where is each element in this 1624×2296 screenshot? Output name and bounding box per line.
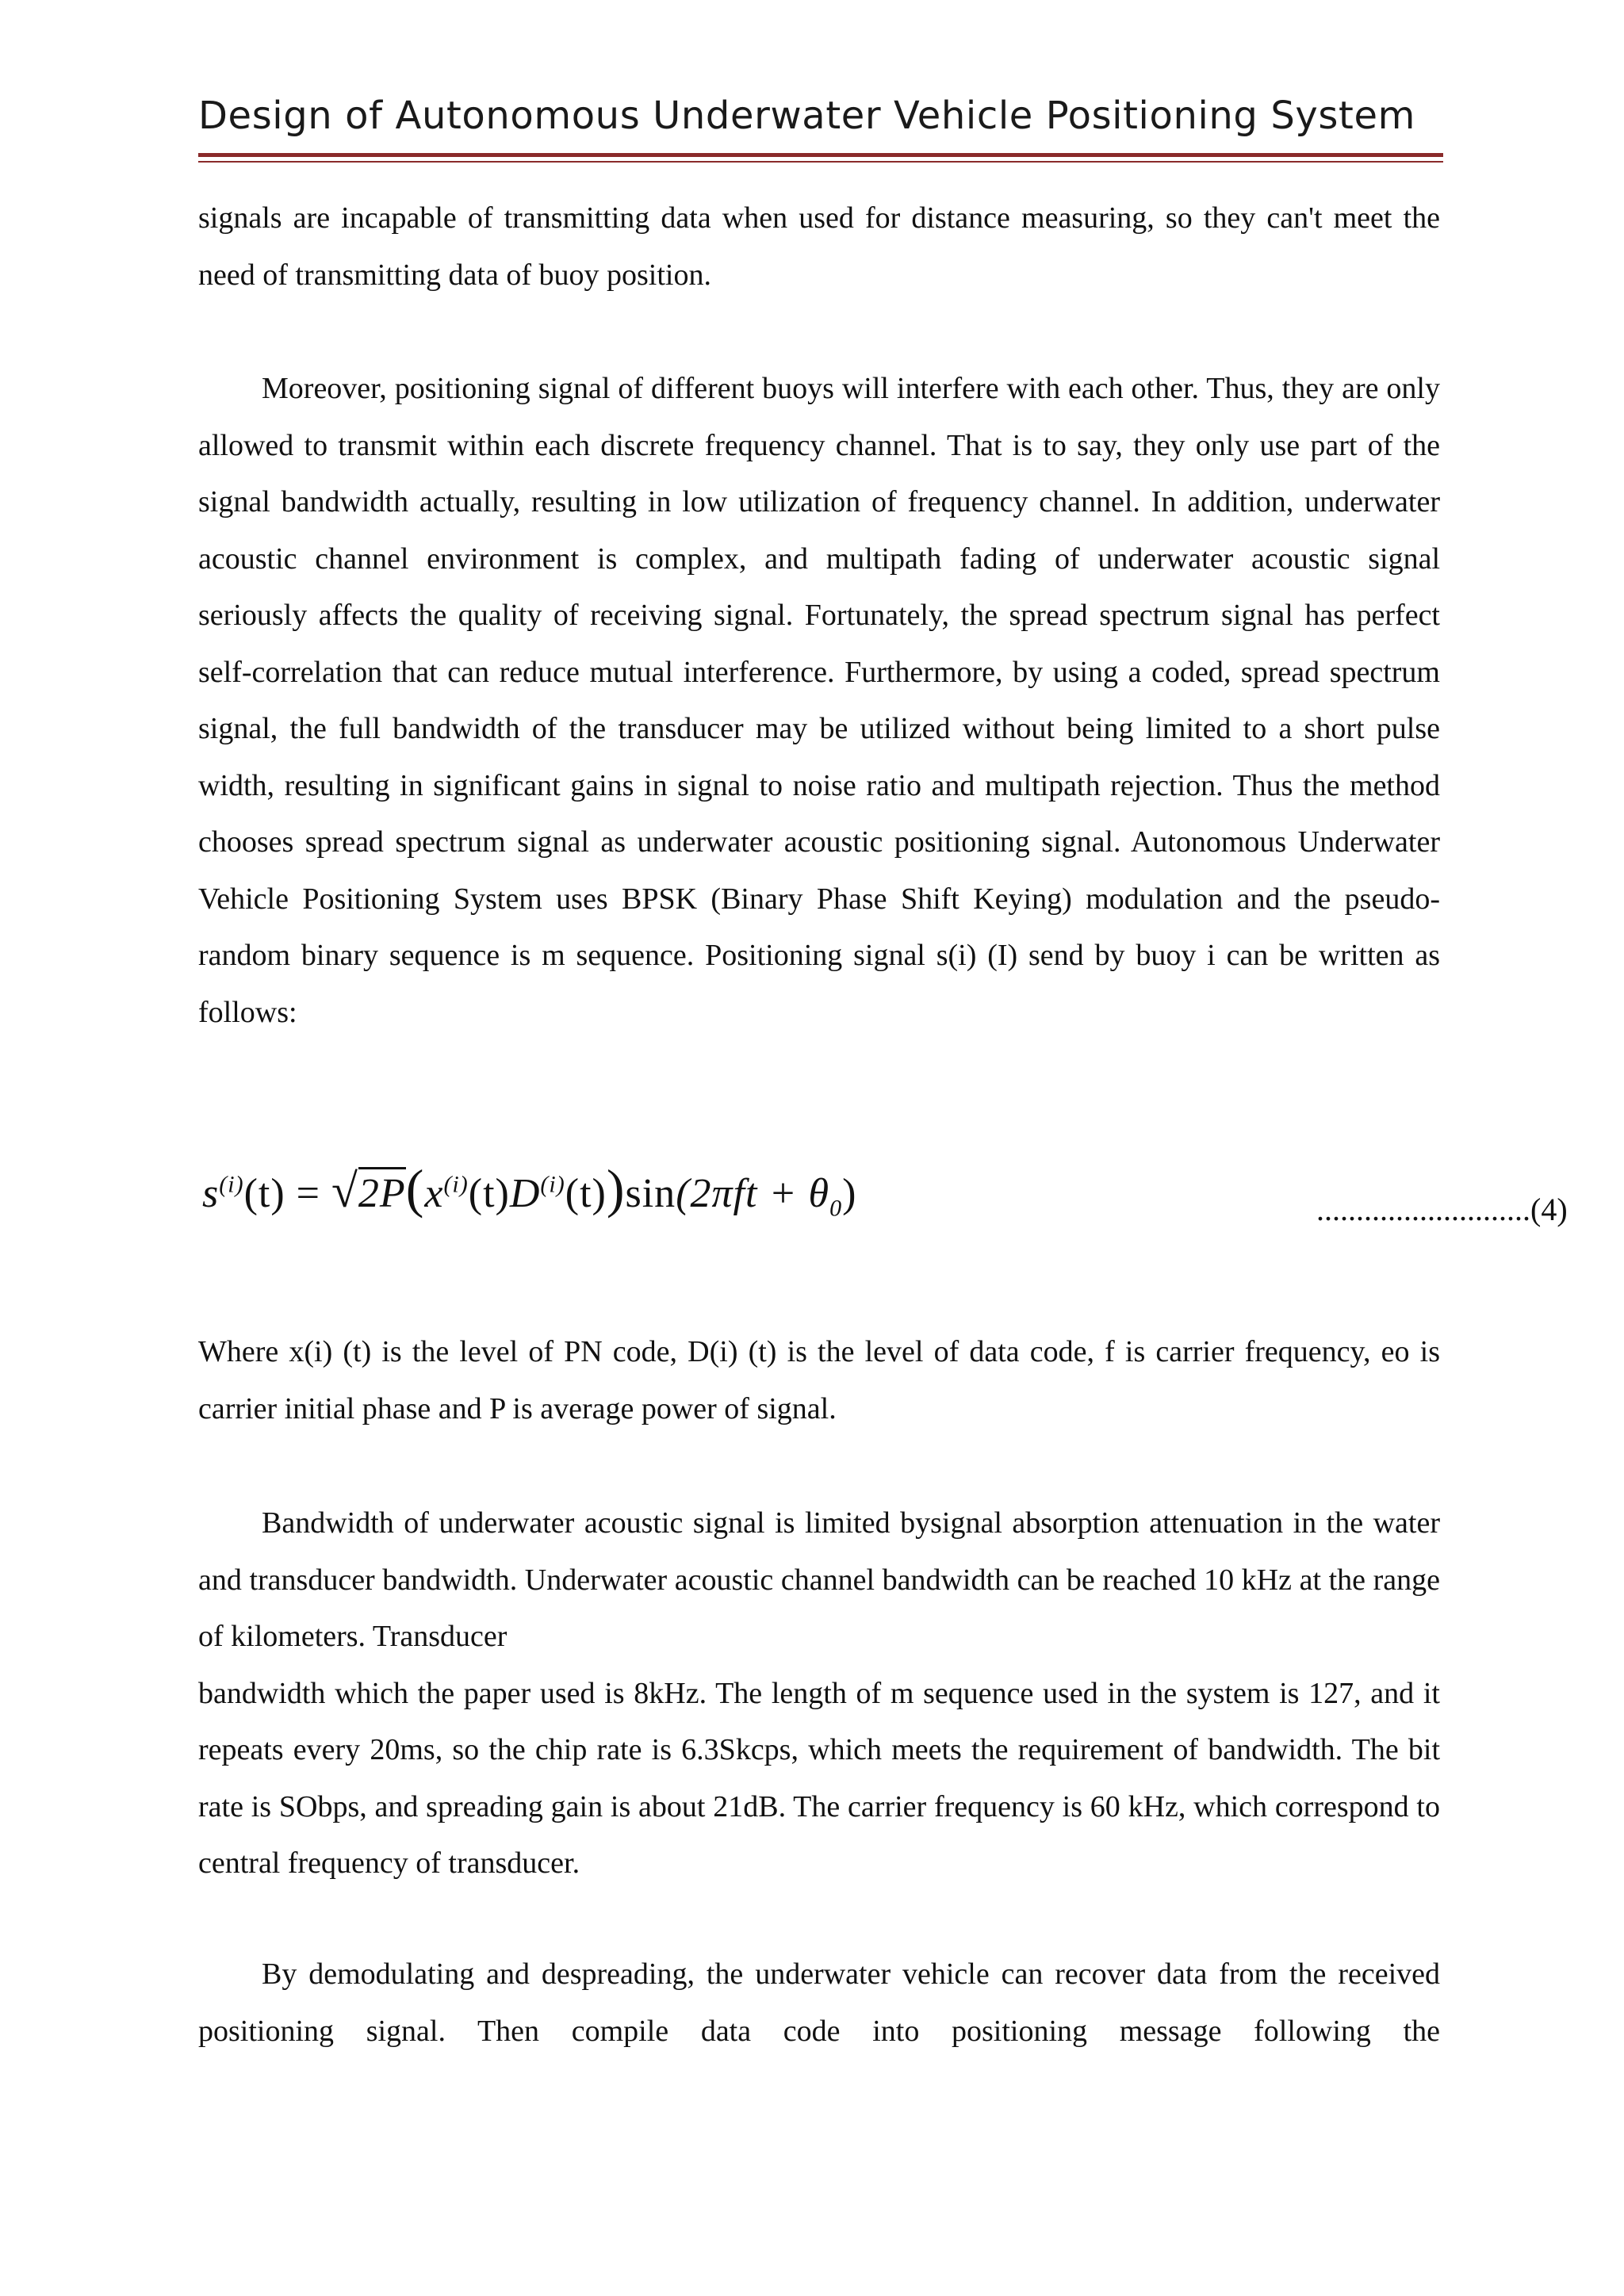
equation-4 xyxy=(202,1142,1568,1253)
eq-open-paren: ( xyxy=(405,1158,425,1219)
equation-formula xyxy=(202,1158,856,1222)
paragraph-2: Moreover, positioning signal of different buoys will interfere with each other. Thus, they are only allowed to transmit within each discrete frequency channel. That is to say, they only use part of the signal bandwidth actually, resulting in low utilization of frequency channel. In addition, underwater acoustic channel environment is complex, and multipath fading of underwater acoustic signal seriously affects the quality of receiving signal. Fortunately, the spread spectrum signal has perfect self-correlation that can reduce mutual interference. Furthermore, by using a coded, spread spectrum signal, the full bandwidth of the transducer may be utilized without being limited to a short pulse width, resulting in significant gains in signal to noise ratio and multipath rejection. Thus the method chooses spread spectrum signal as underwater acoustic positioning signal. Autonomous Underwater Vehicle Positioning System uses BPSK (Binary Phase Shift Keying) modulation and the pseudo-random binary sequence is m sequence. Positioning signal s(i) (I) send by buoy i can be written as follows: xyxy=(198,372,1440,1029)
header-rule-thick xyxy=(198,153,1443,157)
eq-lhs-s: s xyxy=(202,1171,220,1216)
eq-sin: sin xyxy=(625,1171,676,1216)
equation-number: ...........................(4) xyxy=(1316,1192,1568,1227)
eq-sin-close: ) xyxy=(842,1171,857,1216)
eq-x-sup: (i) xyxy=(443,1171,469,1198)
paragraph-4-part-b: bandwidth which the paper used is 8kHz. The length of m sequence used in the system is 127, and it repeats every 20ms, so the chip rate is 6.3Skcps, which meets the requirement of bandwidth. The bit rate is SObps, and spreading gain is about 21dB. The carrier frequency is 60 kHz, which correspond to central frequency of transducer. xyxy=(198,1676,1440,1880)
eq-radicand: 2P xyxy=(358,1167,406,1216)
paragraph-1: signals are incapable of transmitting data when used for distance measuring, so they can't meet the need of transmitting data of buoy position. xyxy=(198,201,1440,292)
paragraph-3: Where x(i) (t) is the level of PN code, D(i) (t) is the level of data code, f is carrier frequency, eo is carrier initial phase and P is average power of signal. xyxy=(198,1335,1440,1425)
eq-x-t: (t) xyxy=(468,1171,510,1216)
eq-D: D xyxy=(509,1171,541,1216)
eq-x: x xyxy=(424,1171,444,1216)
paragraph-4-part-a: Bandwidth of underwater acoustic signal is limited bysignal absorption attenuation in the water and transducer bandwidth. Underwater acoustic channel bandwidth can be reached 10 kHz at the range of kilometers. Transducer xyxy=(198,1506,1440,1653)
eq-D-sup: (i) xyxy=(540,1171,565,1198)
eq-theta-sub: 0 xyxy=(829,1195,843,1222)
eq-D-t: (t) xyxy=(565,1171,607,1216)
eq-sin-arg: (2πft + θ xyxy=(676,1171,830,1216)
running-header-title: Design of Autonomous Underwater Vehicle Positioning System xyxy=(198,94,1415,138)
header-rule-thin xyxy=(198,161,1443,163)
paragraph-4 xyxy=(198,1495,1440,1892)
eq-close-paren: ) xyxy=(606,1158,626,1219)
eq-sup-i: (i) xyxy=(219,1171,244,1198)
eq-lhs-t: (t) = xyxy=(243,1171,331,1216)
eq-sqrt-sign: √ xyxy=(331,1165,358,1217)
paragraph-5: By demodulating and despreading, the underwater vehicle can recover data from the received positioning signal. Then compile data code into positioning message following the xyxy=(198,1957,1440,2048)
